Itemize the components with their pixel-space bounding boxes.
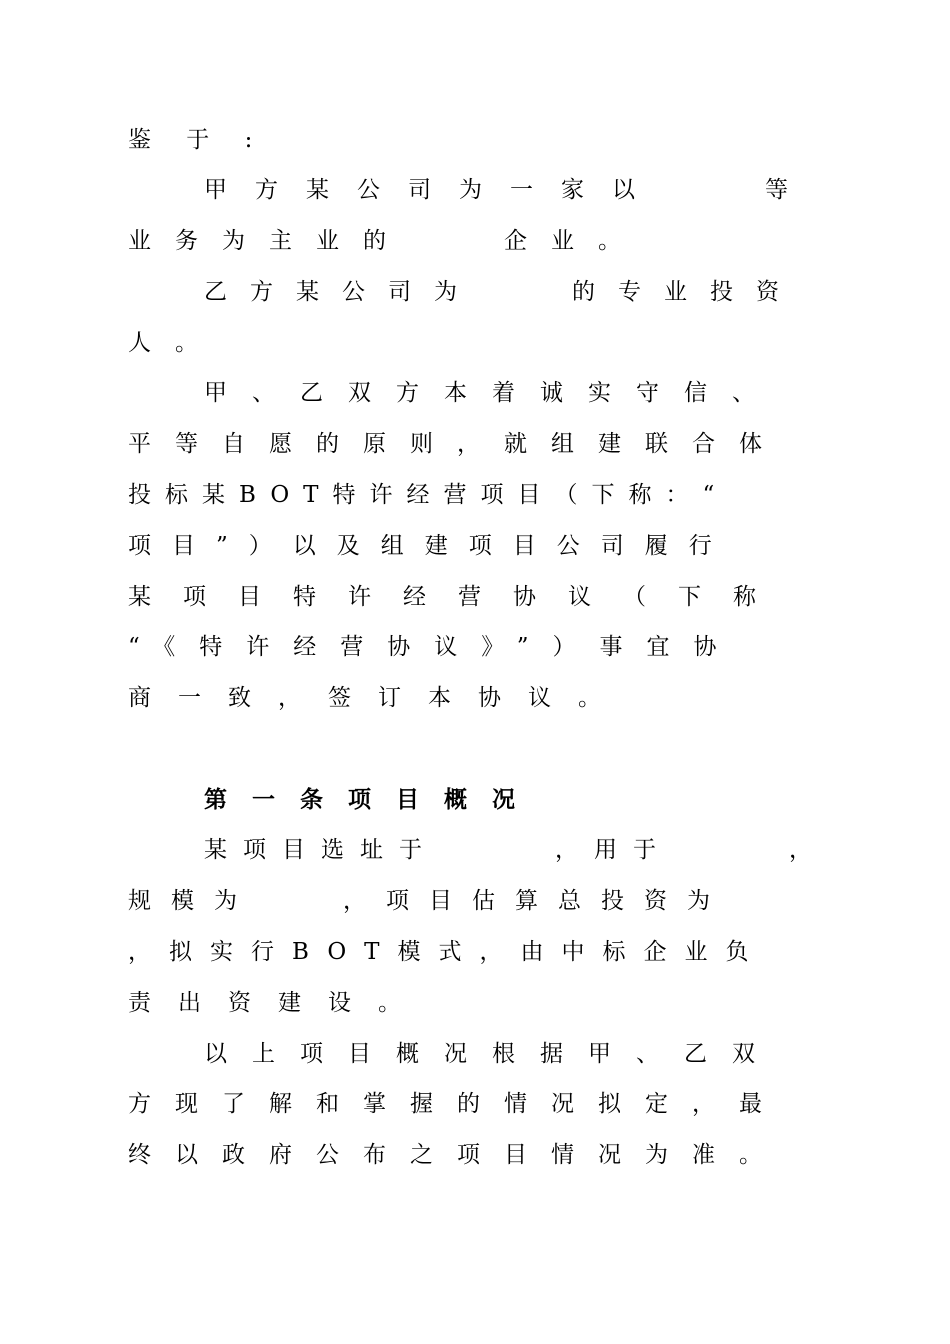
paragraph-line <box>128 627 800 667</box>
line-text: 鉴 于 : <box>128 127 267 153</box>
heading-text: 第一条项目概况 <box>204 786 540 813</box>
paragraph-line <box>128 932 800 972</box>
line-text: 某项目特许经营协议（下称 <box>128 584 788 610</box>
line-text: 甲方某公司为一家以 等 <box>204 177 816 203</box>
paragraph-line <box>128 323 800 363</box>
line-text: 以上项目概况根据甲、乙双 <box>204 1041 780 1067</box>
line-text: 乙方某公司为 的专业投资 <box>204 279 802 305</box>
line-text: 商一致，签订本协议。 <box>128 685 628 711</box>
line-text: 方现了解和掌握的情况拟定，最 <box>128 1091 786 1117</box>
line-text: 甲、乙双方本着诚实守信、 <box>204 380 780 406</box>
line-text: 平等自愿的原则，就组建联合体 <box>128 431 786 457</box>
text-line <box>128 120 267 160</box>
line-text: 投标某BOT特许经营项目（下称：“ <box>128 482 729 508</box>
line-text: 规模为 ，项目估算总投资为 <box>128 888 730 914</box>
paragraph-line <box>204 272 800 312</box>
paragraph-line <box>128 424 800 464</box>
line-text: 项目”）以及组建项目公司履行 <box>128 533 733 559</box>
line-text: 人。 <box>128 330 222 356</box>
line-text: 责出资建设。 <box>128 990 428 1016</box>
paragraph-line <box>128 881 800 921</box>
paragraph-line <box>128 475 800 515</box>
paragraph-line <box>128 526 800 566</box>
paragraph-line <box>128 1135 800 1175</box>
paragraph-line <box>204 170 816 210</box>
paragraph-line <box>204 1034 800 1074</box>
line-text: 业务为主业的 企业。 <box>128 228 645 254</box>
paragraph-line <box>128 983 800 1023</box>
paragraph-line <box>128 221 800 261</box>
paragraph-line <box>128 1084 800 1124</box>
paragraph-line <box>128 678 800 718</box>
paragraph-line <box>128 577 800 617</box>
line-text: “《特许经营协议》”）事宜协 <box>128 634 741 660</box>
line-text: 某项目选址于 ，用于 ， <box>204 837 828 863</box>
line-text: 终以政府公布之项目情况为准。 <box>128 1142 786 1168</box>
paragraph-line <box>204 373 800 413</box>
line-text: ，拟实行BOT模式，由中标企业负 <box>128 939 767 965</box>
paragraph-line <box>204 830 834 870</box>
section-heading <box>204 780 800 820</box>
